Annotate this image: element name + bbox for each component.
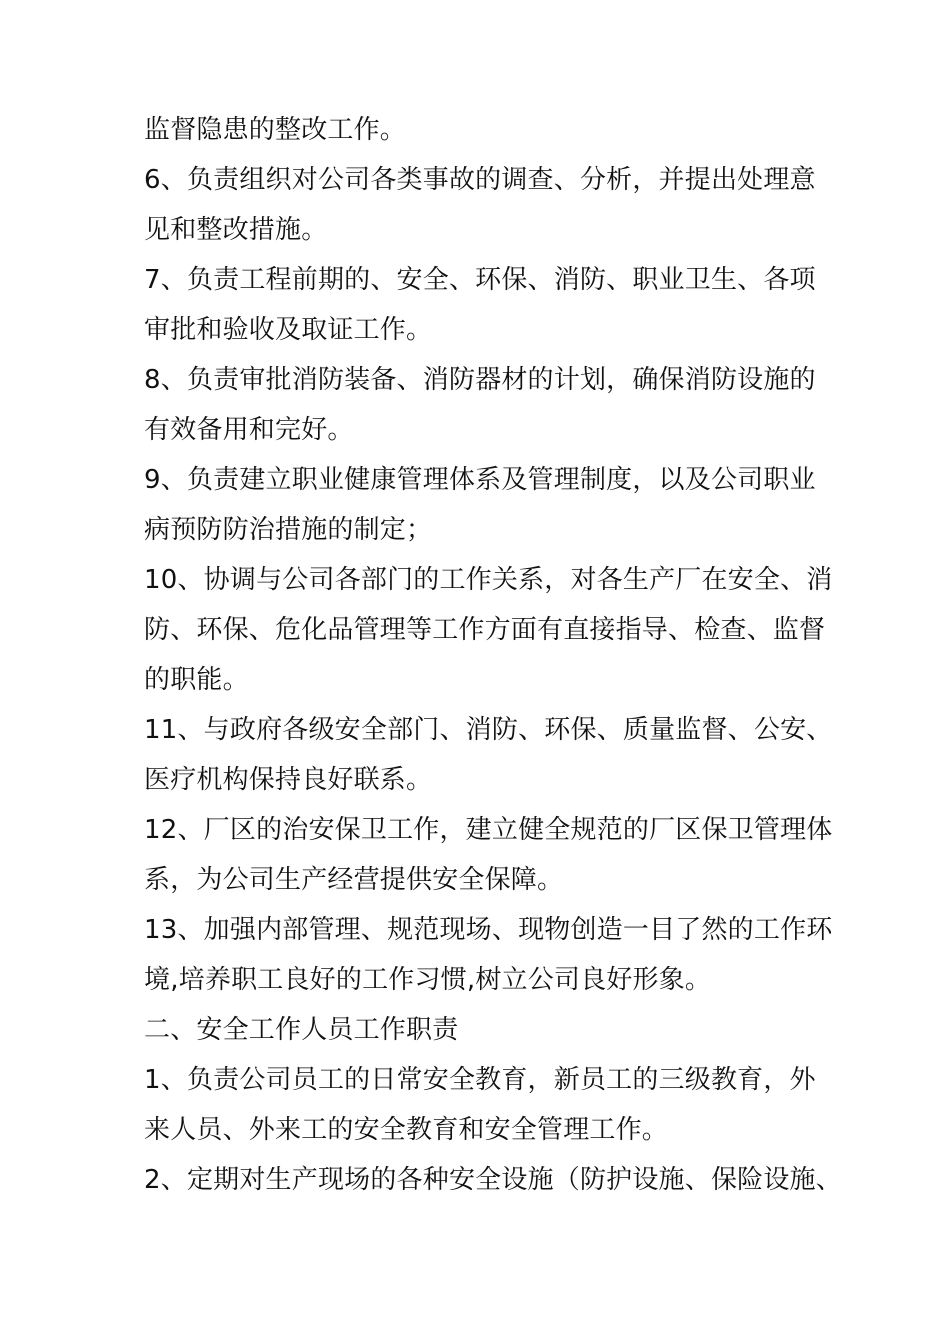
text-line: 审批和验收及取证工作。	[144, 315, 433, 345]
text-line: 见和整改措施。	[144, 215, 328, 245]
section-heading: 二、安全工作人员工作职责	[144, 1015, 459, 1045]
text-line: 系，为公司生产经营提供安全保障。	[144, 865, 564, 895]
text-line: 10、协调与公司各部门的工作关系，对各生产厂在安全、消	[144, 565, 833, 595]
text-line: 来人员、外来工的安全教育和安全管理工作。	[144, 1115, 669, 1145]
text-line: 的职能。	[144, 665, 249, 695]
text-line: 13、加强内部管理、规范现场、现物创造一目了然的工作环	[144, 915, 833, 945]
text-line: 8、负责审批消防装备、消防器材的计划，确保消防设施的	[144, 365, 816, 395]
text-line: 2、定期对生产现场的各种安全设施（防护设施、保险设施、	[144, 1165, 842, 1195]
text-line: 11、与政府各级安全部门、消防、环保、质量监督、公安、	[144, 715, 833, 745]
text-line: 9、负责建立职业健康管理体系及管理制度，以及公司职业	[144, 465, 816, 495]
text-line: 7、负责工程前期的、安全、环保、消防、职业卫生、各项	[144, 265, 816, 295]
text-line: 病预防防治措施的制定；	[144, 515, 433, 545]
text-line: 监督隐患的整改工作。	[144, 115, 407, 145]
text-line: 1、负责公司员工的日常安全教育，新员工的三级教育，外	[144, 1065, 816, 1095]
text-line: 12、厂区的治安保卫工作，建立健全规范的厂区保卫管理体	[144, 815, 833, 845]
text-line: 有效备用和完好。	[144, 415, 354, 445]
text-line: 6、负责组织对公司各类事故的调查、分析，并提出处理意	[144, 165, 816, 195]
text-line: 境,培养职工良好的工作习惯,树立公司良好形象。	[144, 965, 712, 995]
text-line: 防、环保、危化品管理等工作方面有直接指导、检查、监督	[144, 615, 826, 645]
text-line: 医疗机构保持良好联系。	[144, 765, 433, 795]
